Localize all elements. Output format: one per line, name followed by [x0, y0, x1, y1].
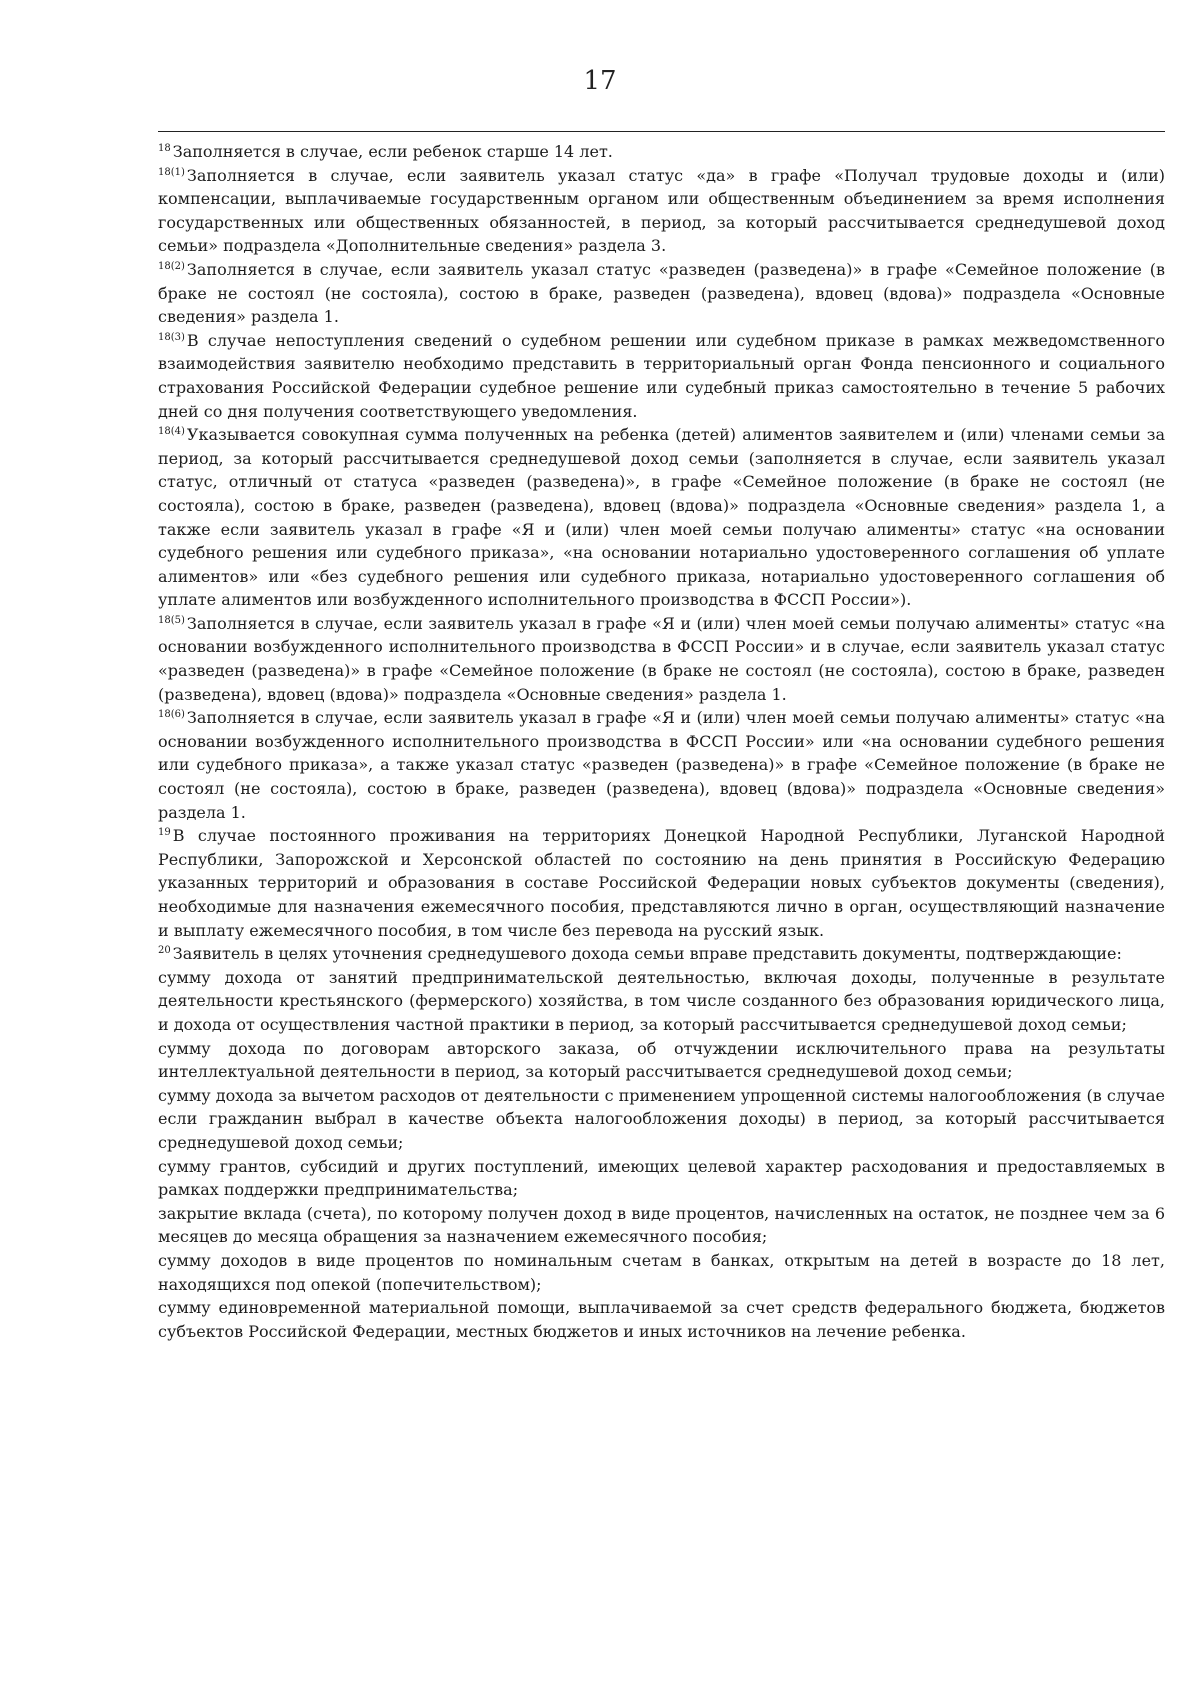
footnote: [158, 140, 1165, 164]
footnote-text: Заполняется в случае, если ребенок старше 14 лет.: [172, 142, 613, 161]
list-item: закрытие вклада (счета), по которому получен доход в виде процентов, начисленных на остаток, не позднее чем за 6 месяцев до месяца обращения за назначением ежемесячного пособия;: [158, 1203, 1165, 1247]
footnote-mark: 18: [158, 143, 171, 154]
footnote-mark: 18(2): [158, 260, 185, 272]
footnote: [158, 942, 1165, 966]
footnote-separator: [158, 131, 1165, 132]
list-item: сумму дохода от занятий предпринимательской деятельностью, включая доходы, полученные в результате деятельности крестьянского (фермерского) хозяйства, в том числе созданного без образования юридического лица, и дохода от осуществления частной практики в период, за который рассчитывается среднедушевой доход семьи;: [158, 967, 1165, 1034]
footnote: [158, 329, 1165, 423]
footnote-text: Заполняется в случае, если заявитель указал статус «разведен (разведена)» в графе «Семейное положение (в браке не состоял (не состояла), состою в браке, разведен (разведена), вдовец (вдова)» подраздела «Основные сведения» раздела 1.: [158, 259, 1165, 327]
list-item: сумму дохода по договорам авторского заказа, об отчуждении исключительного права на результаты интеллектуальной деятельности в период, за который рассчитывается среднедушевой доход семьи;: [158, 1038, 1165, 1082]
list-item: сумму грантов, субсидий и других поступлений, имеющих целевой характер расходования и предоставляемых в рамках поддержки предпринимательства;: [158, 1156, 1165, 1200]
footnote: [158, 612, 1165, 706]
footnote-text: Заполняется в случае, если заявитель указал в графе «Я и (или) член моей семьи получаю алименты» статус «на основании возбужденного исполнительного производства в ФССП России» или «на основании судебного решения или судебного приказа», а также указал статус «разведен (разведена)» в графе «Семейное положение (в браке не состоял (не состояла), состою в браке, разведен (разведена), вдовец (вдова)» подраздела «Основные сведения» раздела 1.: [158, 708, 1165, 822]
footnote-mark: 18(6): [158, 709, 185, 721]
footnote-mark: 20: [158, 945, 171, 957]
footnote-text: Заполняется в случае, если заявитель указал статус «да» в графе «Получал трудовые доходы и (или) компенсации, выплачиваемые государственным органом или общественным объединением за время исполнения государственных или общественных обязанностей, в период, за который рассчитывается среднедушевой доход семьи» подраздела «Дополнительные сведения» раздела 3.: [158, 165, 1165, 256]
list-item: сумму доходов в виде процентов по номинальным счетам в банках, открытым на детей в возрасте до 18 лет, находящихся под опекой (попечительством);: [158, 1250, 1165, 1294]
footnote: [158, 423, 1165, 612]
page-number: 17: [583, 66, 617, 96]
list-item: сумму дохода за вычетом расходов от деятельности с применением упрощенной системы налогообложения (в случае если гражданин выбрал в качестве объекта налогообложения доходы) в период, за который рассчитывается среднедушевой доход семьи;: [158, 1085, 1165, 1152]
footnote-mark: 18(3): [158, 331, 185, 343]
footnote-text: Указывается совокупная сумма полученных на ребенка (детей) алиментов заявителем и (или) членами семьи за период, за который рассчитывается среднедушевой доход семьи (заполняется в случае, если заявитель указал статус, отличный от статуса «разведен (разведена)», в графе «Семейное положение (в браке не состоял (не состояла), состою в браке, разведен (разведена), вдовец (вдова)» подраздела «Основные сведения» раздела 1, а также если заявитель указал в графе «Я и (или) член моей семьи получаю алименты» статус «на основании судебного решения или судебного приказа», «на основании нотариально удостоверенного соглашения об уплате алиментов» или «без судебного решения или судебного приказа, нотариально удостоверенного соглашения об уплате алиментов или возбужденного исполнительного производства в ФССП России»).: [158, 425, 1165, 610]
footnote-mark: 18(4): [158, 426, 185, 438]
footnote-mark: 18(5): [158, 614, 185, 626]
footnote: [158, 164, 1165, 258]
footnote-text: В случае постоянного проживания на территориях Донецкой Народной Республики, Луганской Народной Республики, Запорожской и Херсонской областей по состоянию на день принятия в Российскую Федерацию указанных территорий и образования в составе Российской Федерации новых субъектов документы (сведения), необходимые для назначения ежемесячного пособия, представляются лично в орган, осуществляющий назначение и выплату ежемесячного пособия, в том числе без перевода на русский язык.: [158, 826, 1165, 940]
footnote: [158, 706, 1165, 824]
footnote: [158, 258, 1165, 329]
footnote-text: Заявитель в целях уточнения среднедушевого дохода семьи вправе представить документы, подтверждающие:: [172, 944, 1122, 964]
footnote-mark: 19: [158, 827, 171, 839]
footnote-text: Заполняется в случае, если заявитель указал в графе «Я и (или) член моей семьи получаю алименты» статус «на основании возбужденного исполнительного производства в ФССП России» и в случае, если заявитель указал статус «разведен (разведена)» в графе «Семейное положение (в браке не состоял (не состояла), состою в браке, разведен (разведена), вдовец (вдова)» подраздела «Основные сведения» раздела 1.: [158, 613, 1165, 704]
footnote: [158, 824, 1165, 942]
list-item: сумму единовременной материальной помощи, выплачиваемой за счет средств федерального бюджета, бюджетов субъектов Российской Федерации, местных бюджетов и иных источников на лечение ребенка.: [158, 1298, 1165, 1341]
footnotes-block: [158, 140, 1165, 1343]
footnote-mark: 18(1): [158, 166, 185, 178]
footnote-text: В случае непоступления сведений о судебном решении или судебном приказе в рамках межведомственного взаимодействия заявителю необходимо представить в территориальный орган Фонда пенсионного и социального страхования Российской Федерации судебное решение или судебный приказ самостоятельно в течение 5 рабочих дней со дня получения соответствующего уведомления.: [158, 330, 1165, 421]
